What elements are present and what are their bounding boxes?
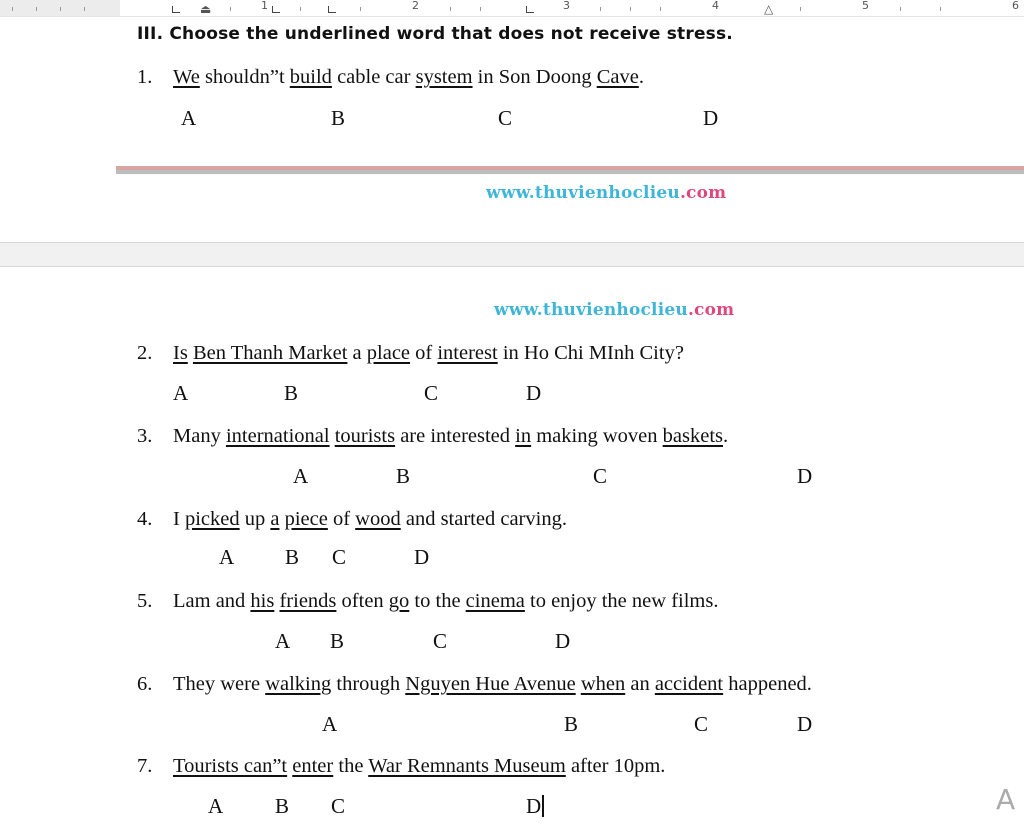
question-fragment: are interested — [395, 425, 516, 447]
right-indent-marker-icon[interactable]: △ — [764, 2, 774, 16]
underlined-word: tourists — [334, 425, 396, 447]
option-label: B — [275, 794, 290, 818]
question-text — [173, 755, 665, 778]
underlined-word: a — [270, 508, 280, 530]
underlined-word: when — [580, 673, 626, 695]
ruler-tick — [300, 7, 301, 11]
underlined-word: baskets — [662, 425, 723, 447]
question-fragment: Lam and — [173, 590, 251, 612]
option-label: B — [331, 106, 346, 130]
option-label: C — [433, 629, 448, 653]
underlined-word: go — [388, 590, 410, 612]
question-fragment: cable car — [331, 66, 416, 88]
watermark-site: www.thuvienhoclieu — [486, 183, 680, 203]
question-fragment: to enjoy the new films. — [524, 590, 719, 612]
ruler-tick — [230, 7, 231, 11]
section-heading: III. Choose the underlined word that does not receive stress. — [137, 24, 733, 44]
option-label: A — [322, 712, 338, 736]
question-fragment: happened. — [723, 673, 812, 695]
underlined-word: enter — [292, 755, 334, 777]
underlined-word: Tourists can”t — [173, 755, 288, 777]
ruler-tick — [900, 7, 901, 11]
question-number: 4. — [137, 508, 153, 530]
page-border-line — [116, 170, 1024, 174]
option-label: C — [331, 794, 346, 818]
horizontal-ruler[interactable] — [0, 0, 1024, 17]
ruler-number: 5 — [862, 0, 869, 12]
underlined-word: his — [250, 590, 275, 612]
question-fragment: after 10pm. — [565, 755, 666, 777]
question-fragment: They were — [173, 673, 266, 695]
question-fragment: of — [410, 342, 438, 364]
question-number: 2. — [137, 342, 153, 364]
ruler-tick — [940, 7, 941, 11]
ruler-tick — [630, 7, 631, 11]
option-label: A — [275, 629, 291, 653]
watermark-site: www.thuvienhoclieu — [494, 300, 688, 320]
option-label: A — [208, 794, 224, 818]
question-fragment: a — [347, 342, 367, 364]
option-label: D — [526, 794, 542, 818]
underlined-word: interest — [437, 342, 498, 364]
option-label: A — [181, 106, 197, 130]
question-fragment: often — [336, 590, 389, 612]
question-fragment: I — [173, 508, 185, 530]
ruler-tick — [12, 7, 13, 11]
question-number: 5. — [137, 590, 153, 612]
option-label: B — [285, 545, 300, 569]
question-fragment: . — [638, 66, 644, 88]
question-fragment: making woven — [531, 425, 663, 447]
tab-stop-marker[interactable] — [172, 6, 180, 13]
underlined-word: picked — [184, 508, 240, 530]
indent-marker-icon[interactable]: ⏏ — [200, 2, 212, 16]
option-label: D — [703, 106, 719, 130]
ruler-number: 6 — [1012, 0, 1019, 12]
question-number: 7. — [137, 755, 153, 777]
header-watermark — [494, 300, 734, 320]
ruler-tick — [36, 7, 37, 11]
question-fragment: . — [723, 425, 729, 447]
underlined-word: Is — [173, 342, 188, 364]
option-label: C — [498, 106, 513, 130]
option-label: D — [414, 545, 430, 569]
question-text — [173, 425, 728, 448]
ruler-number: 1 — [261, 0, 268, 12]
underlined-word: piece — [284, 508, 328, 530]
question-fragment: the — [333, 755, 369, 777]
underlined-word: We — [173, 66, 200, 88]
underlined-word: cinema — [465, 590, 525, 612]
option-label: B — [396, 464, 411, 488]
ruler-tick — [800, 7, 801, 11]
ruler-tick — [450, 7, 451, 11]
question-fragment: to the — [409, 590, 466, 612]
page-break-gap — [0, 242, 1024, 267]
footer-watermark — [486, 183, 726, 203]
underlined-word: build — [289, 66, 332, 88]
question-fragment: up — [239, 508, 271, 530]
question-fragment: through — [331, 673, 406, 695]
question-fragment: and started carving. — [400, 508, 567, 530]
question-fragment: Many — [173, 425, 226, 447]
ruler-number: 3 — [563, 0, 570, 12]
option-label: D — [526, 381, 542, 405]
corner-partial-text: A — [996, 783, 1016, 816]
ruler-tick — [480, 7, 481, 11]
question-text — [173, 342, 684, 365]
text-cursor — [542, 795, 544, 817]
tab-stop-marker[interactable] — [328, 6, 336, 13]
question-text — [173, 66, 644, 89]
question-number: 6. — [137, 673, 153, 695]
option-label: C — [593, 464, 608, 488]
option-label: C — [424, 381, 439, 405]
option-label: B — [284, 381, 299, 405]
question-number: 1. — [137, 66, 153, 88]
question-text — [173, 590, 718, 613]
ruler-tick — [84, 7, 85, 11]
question-fragment: in Ho Chi MInh City? — [497, 342, 684, 364]
question-fragment: in Son Doong — [472, 66, 597, 88]
underlined-word: system — [415, 66, 473, 88]
option-label: D — [797, 464, 813, 488]
underlined-word: Cave — [596, 66, 639, 88]
ruler-tick — [660, 7, 661, 11]
watermark-tld: .com — [687, 300, 735, 320]
question-fragment: shouldn”t — [199, 66, 290, 88]
underlined-word: international — [225, 425, 330, 447]
option-label: A — [219, 545, 235, 569]
underlined-word: place — [366, 342, 411, 364]
option-label: D — [555, 629, 571, 653]
underlined-word: Ben Thanh Market — [192, 342, 348, 364]
ruler-tick — [60, 7, 61, 11]
underlined-word: Nguyen Hue Avenue — [405, 673, 576, 695]
option-label: A — [173, 381, 189, 405]
question-text — [173, 508, 567, 531]
ruler-number: 4 — [712, 0, 719, 12]
underlined-word: accident — [654, 673, 724, 695]
underlined-word: friends — [279, 590, 337, 612]
option-label-with-cursor[interactable] — [526, 794, 544, 819]
ruler-number: 2 — [412, 0, 419, 12]
underlined-word: wood — [355, 508, 401, 530]
question-number: 3. — [137, 425, 153, 447]
watermark-tld: .com — [679, 183, 727, 203]
option-label: B — [330, 629, 345, 653]
question-text — [173, 673, 812, 696]
tab-stop-marker[interactable] — [526, 6, 534, 13]
option-label: B — [564, 712, 579, 736]
underlined-word: War Remnants Museum — [368, 755, 566, 777]
option-label: D — [797, 712, 813, 736]
option-label: A — [293, 464, 309, 488]
option-label: C — [694, 712, 709, 736]
underlined-word: in — [515, 425, 532, 447]
ruler-tick — [600, 7, 601, 11]
ruler-tick — [360, 7, 361, 11]
underlined-word: walking — [265, 673, 332, 695]
question-fragment: an — [625, 673, 655, 695]
tab-stop-marker[interactable] — [272, 6, 280, 13]
option-label: C — [332, 545, 347, 569]
question-fragment: of — [327, 508, 356, 530]
